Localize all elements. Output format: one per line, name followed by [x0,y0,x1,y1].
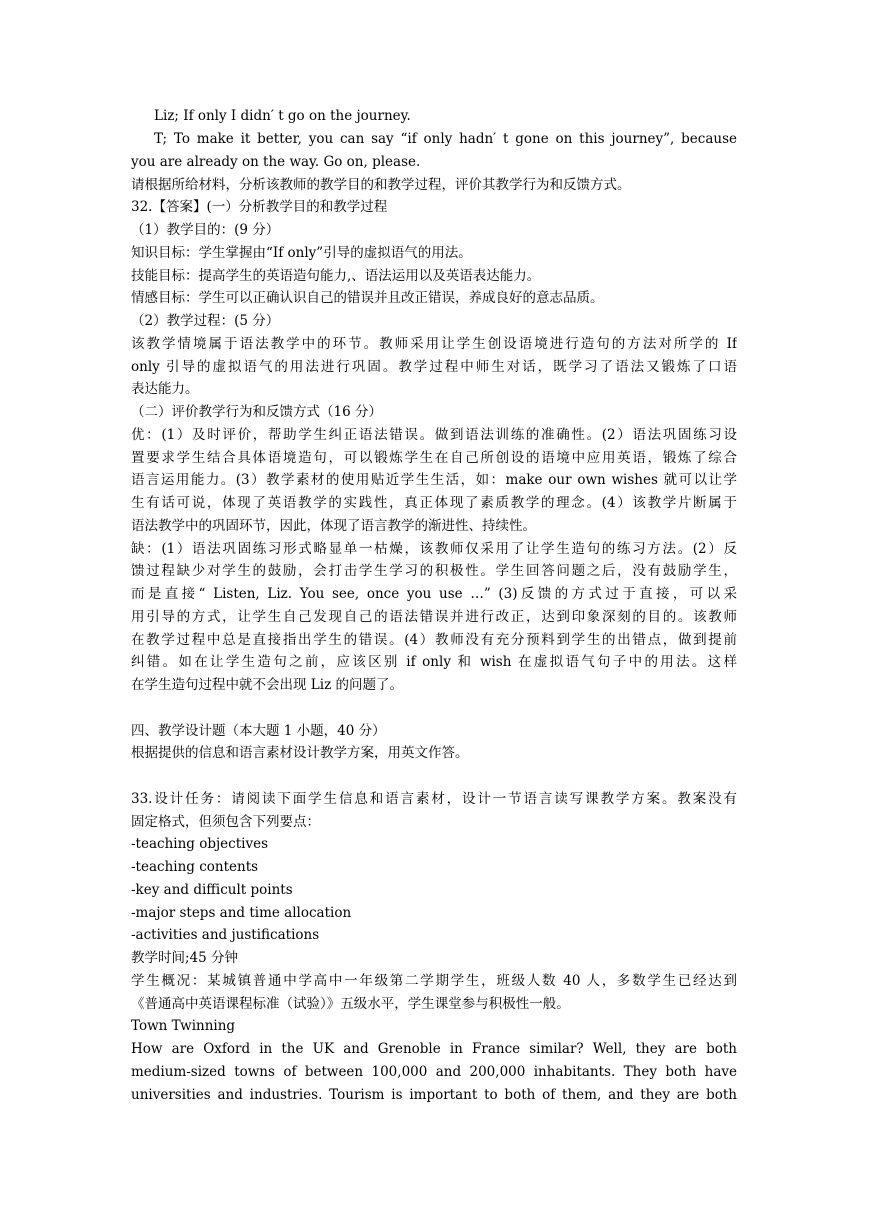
section-heading: （2）教学过程：(5 分） [131,313,280,329]
passage-title: Town Twinning [131,1018,236,1034]
task-bullet: -teaching contents [131,859,259,875]
body-line: 语法教学中的巩固环节，因此，体现了语言教学的渐进性、持续性。 [131,518,536,534]
body-line: 生有话可说，体现了英语教学的实践性，真正体现了素质教学的理念。(4）该教学片断属于 [131,495,737,511]
body-line: 该教学情境属于语法教学中的环节。教师采用让学生创设语境进行造句的方法对所学的 If [131,336,737,352]
body-line: 知识目标：学生掌握由“If only”引导的虚拟语气的用法。 [131,245,472,261]
instruction-line: 根据提供的信息和语言素材设计教学方案，用英文作答。 [131,745,469,761]
info-line: 学生概况：某城镇普通中学高中一年级第二学期学生，班级人数 40 人，多数学生已经达到 [131,973,737,989]
dialogue-line-liz: Liz; If only I didn′ t go on the journey. [154,108,411,124]
info-line: 《普通高中英语课程标准（试验）》五级水平，学生课堂参与积极性一般。 [131,996,570,1012]
dialogue-line-teacher-cont: you are already on the way. Go on, please. [131,154,421,170]
body-line: 用引导的方式，让学生自己发现自己的语法错误并进行改正，达到印象深刻的目的。该教师 [131,609,737,625]
body-line: 而是直接“ Listen, Liz. You see, once you use …” (3)反馈的方式过于直接，可以采 [131,586,737,602]
body-line: 馈过程缺少对学生的鼓励，会打击学生学习的积极性。学生回答问题之后，没有鼓励学生， [131,563,737,579]
info-line: 教学时间;45 分钟 [131,950,239,966]
body-line: 技能目标：提高学生的英语造句能力,、语法运用以及英语表达能力。 [131,268,541,284]
answer-heading: 32.【答案】(一）分析教学目的和教学过程 [131,199,388,215]
task-line: 33.设计任务：请阅读下面学生信息和语言素材，设计一节语言读写课教学方案。教案没有 [131,791,737,807]
body-line: 纠错。如在让学生造句之前，应该区别 if only 和 wish 在虚拟语气句子中的用法。这样 [131,654,737,670]
passage-line: universities and industries. Tourism is important to both of them, and they are both [131,1087,737,1103]
body-line: 语言运用能力。(3）教学素材的使用贴近学生生活，如：make our own wishes 就可以让学 [131,472,737,488]
passage-line: medium-sized towns of between 100,000 and 200,000 inhabitants. They both have [131,1064,737,1080]
section-heading: （1）教学目的：(9 分） [131,222,280,238]
task-bullet: -teaching objectives [131,836,269,852]
section-heading: （二）评价教学行为和反馈方式（16 分） [131,404,382,420]
dialogue-line-teacher: T; To make it better, you can say “if only hadn′ t gone on this journey”, because [154,131,737,147]
task-bullet: -major steps and time allocation [131,905,352,921]
body-line: 情感目标：学生可以正确认识自己的错误并且改正错误，养成良好的意志品质。 [131,290,604,306]
task-bullet: -activities and justifications [131,927,320,943]
question-prompt: 请根据所给材料，分析该教师的教学目的和教学过程，评价其教学行为和反馈方式。 [131,177,631,193]
body-line: only 引导的虚拟语气的用法进行巩固。教学过程中师生对话，既学习了语法又锻炼了口语 [131,359,737,375]
body-line: 缺：(1）语法巩固练习形式略显单一枯燥，该教师仅采用了让学生造句的练习方法。(2）反 [131,541,737,557]
task-line: 固定格式，但须包含下列要点： [131,814,320,830]
body-line: 置要求学生结合具体语境造句，可以锻炼学生在自己所创设的语境中应用英语，锻炼了综合 [131,450,737,466]
body-line: 在教学过程中总是直接指出学生的错误。(4）教师没有充分预料到学生的出错点，做到提前 [131,632,737,648]
body-line: 表达能力。 [131,381,199,397]
body-line: 优：(1）及时评价，帮助学生纠正语法错误。做到语法训练的准确性。(2）语法巩固练习设 [131,427,737,443]
section-title: 四、教学设计题（本大题 1 小题，40 分） [131,723,386,739]
body-line: 在学生造句过程中就不会出现 Liz 的问题了。 [131,677,403,693]
task-bullet: -key and difficult points [131,882,293,898]
passage-line: How are Oxford in the UK and Grenoble in France similar? Well, they are both [131,1041,737,1057]
